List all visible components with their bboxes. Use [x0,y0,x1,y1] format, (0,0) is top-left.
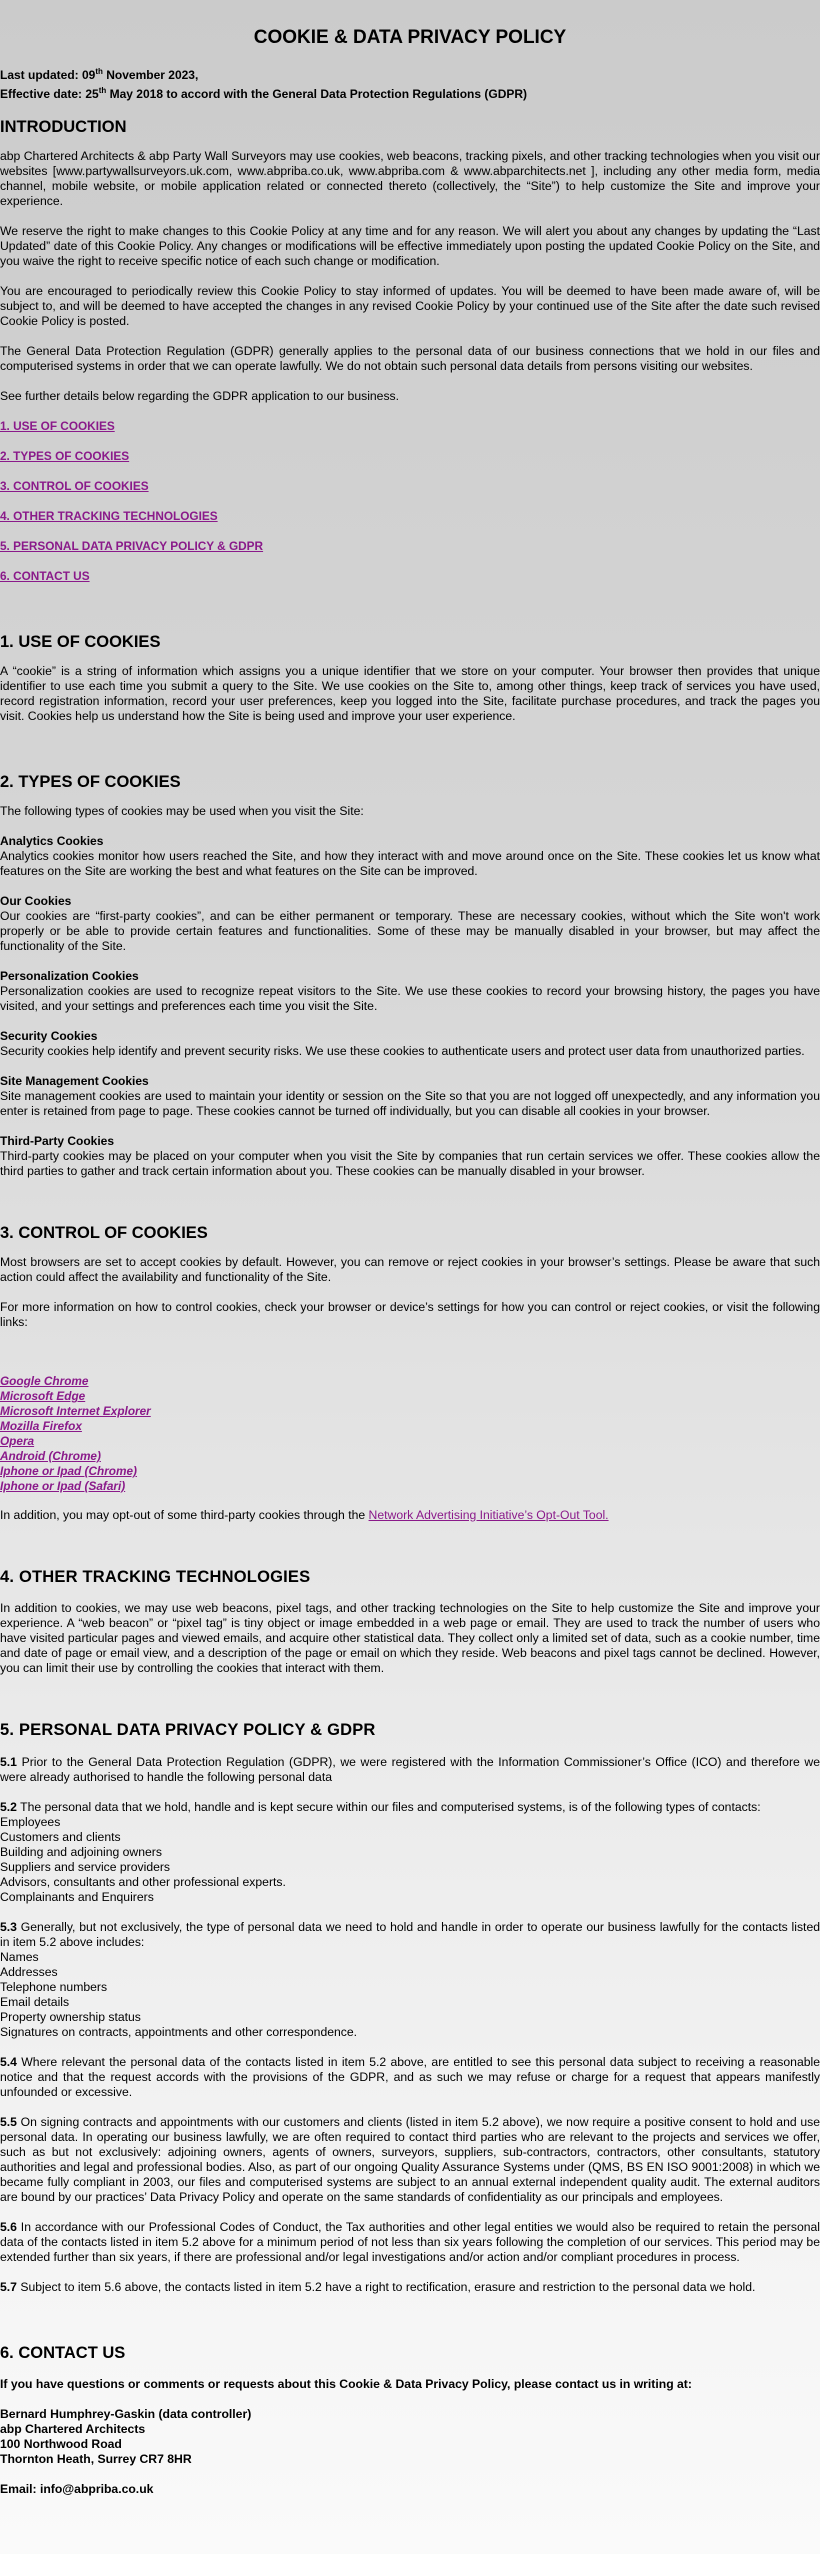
intro-heading: INTRODUCTION [0,118,127,136]
cookie-type-title: Third-Party Cookies [0,1134,115,1148]
cookie-type-title: Personalization Cookies [0,969,139,983]
link-microsoft-edge[interactable]: Microsoft Edge [0,1389,86,1403]
address-line: abp Chartered Architects [0,2422,146,2436]
types-of-cookies-intro: The following types of cookies may be used when you visit the Site: [0,804,364,818]
cookie-type-text: Site management cookies are used to maintain your identity or session on the Site so that you are not logged off unexpectedly, and any information you enter is retained from page to page. These cookies cannot be turned off individually, but you can disable all cookies in your browser. [0,1089,820,1118]
gdpr-item-5-1: 5.1 Prior to the General Data Protection Regulation (GDPR), we were registered with the Information Commissioner’s Office (ICO) and therefore we were already authorised to handle the following personal data [0,1755,820,1784]
last-updated: Last updated: 09th November 2023, [0,67,199,82]
opt-out-paragraph: In addition, you may opt-out of some third-party cookies through the Network Advertising Initiative’s Opt-Out Tool. [0,1508,609,1522]
toc-link-control-of-cookies[interactable]: 3. CONTROL OF COOKIES [0,479,149,493]
section-gdpr-heading: 5. PERSONAL DATA PRIVACY POLICY & GDPR [0,1721,376,1739]
link-android-chrome[interactable]: Android (Chrome) [0,1449,101,1463]
list-item: Property ownership status [0,2010,141,2024]
gdpr-item-5-4: 5.4 Where relevant the personal data of the contacts listed in item 5.2 above, are entitled to see this personal data subject to receiving a reasonable notice and that the request accords with the provisions of the GDPR, and as such we may refuse or charge for a request that appears manifestly unfounded or excessive. [0,2055,820,2099]
intro-paragraph-4: The General Data Protection Regulation (GDPR) generally applies to the personal data of our business connections that we hold in our files and computerised systems in order that we can operate lawfully. We do not obtain such personal data details from persons visiting our websites. [0,344,820,373]
list-item: Customers and clients [0,1830,121,1844]
cookie-type-title: Site Management Cookies [0,1074,149,1088]
link-iphone-safari[interactable]: Iphone or Ipad (Safari) [0,1479,126,1493]
toc-link-contact-us[interactable]: 6. CONTACT US [0,569,90,583]
list-item: Addresses [0,1965,58,1979]
cookie-type-title: Analytics Cookies [0,834,104,848]
link-internet-explorer[interactable]: Microsoft Internet Explorer [0,1404,151,1418]
section-contact-us-heading: 6. CONTACT US [0,2344,126,2362]
control-of-cookies-paragraph-2: For more information on how to control cookies, check your browser or device’s settings for how you can control or reject cookies, or visit the following links: [0,1300,820,1329]
gdpr-item-5-3: 5.3 Generally, but not exclusively, the type of personal data we need to hold and handle in order to operate our business lawfully for the contacts listed in item 5.2 above includes: [0,1920,820,1949]
table-of-contents [0,419,820,584]
list-item: Advisors, consultants and other professional experts. [0,1875,286,1889]
section-other-tracking-heading: 4. OTHER TRACKING TECHNOLOGIES [0,1568,311,1586]
address-line: 100 Northwood Road [0,2437,122,2451]
toc-link-use-of-cookies[interactable]: 1. USE OF COOKIES [0,419,115,433]
use-of-cookies-paragraph: A “cookie” is a string of information which assigns you a unique identifier that we store on your computer. Your browser then provides that unique identifier to use each time you submit a query to the Site. We use cookies on the Site to, among other things, keep track of services you have used, record registration information, record your user preferences, keep you logged into the Site, facilitate purchase procedures, and track the pages you visit. Cookies help us understand how the Site is being used and improve your user experience. [0,664,820,723]
section-control-of-cookies-heading: 3. CONTROL OF COOKIES [0,1224,208,1242]
list-item: Names [0,1950,39,1964]
address-line: Thornton Heath, Surrey CR7 8HR [0,2452,192,2466]
section-types-of-cookies-heading: 2. TYPES OF COOKIES [0,773,181,791]
gdpr-item-5-7: 5.7 Subject to item 5.6 above, the contacts listed in item 5.2 have a right to rectification, erasure and restriction to the personal data we hold. [0,2280,756,2294]
personal-data-types-list [0,1950,820,2040]
list-item: Employees [0,1815,61,1829]
intro-paragraph-3: You are encouraged to periodically review this Cookie Policy to stay informed of updates. You will be deemed to have been made aware of, will be subject to, and will be deemed to have accepted the changes in any revised Cookie Policy by your continued use of the Site after the date such revised Cookie Policy is posted. [0,284,820,328]
cookie-type-title: Our Cookies [0,894,72,908]
cookie-type-text: Our cookies are “first-party cookies”, and can be either permanent or temporary. These are necessary cookies, without which the Site won't work properly or be able to provide certain features and functionalities. Some of these may be manually disabled in your browser, but may affect the functionality of the Site. [0,909,820,953]
intro-paragraph-2: We reserve the right to make changes to this Cookie Policy at any time and for any reason. We will alert you about any changes by updating the “Last Updated” date of this Cookie Policy. Any changes or modifications will be effective immediately upon posting the updated Cookie Policy on the Site, and you waive the right to receive specific notice of each such change or modification. [0,224,820,268]
contact-address [0,2407,820,2467]
link-opera[interactable]: Opera [0,1434,35,1448]
cookie-type-title: Security Cookies [0,1029,98,1043]
contact-email[interactable]: Email: info@abpriba.co.uk [0,2482,154,2496]
toc-link-gdpr[interactable]: 5. PERSONAL DATA PRIVACY POLICY & GDPR [0,539,264,553]
cookie-type-text: Analytics cookies monitor how users reached the Site, and how they interact with and move around once on the Site. These cookies let us know what features on the Site are working the best and what features on the Site can be improved. [0,849,820,878]
intro-paragraph-1: abp Chartered Architects & abp Party Wall Surveyors may use cookies, web beacons, tracking pixels, and other tracking technologies when you visit our websites [www.partywallsurveyors.uk.com, www.abpriba.co.uk, www.abpriba.com & www.abparchitects.net ], including any other media form, media channel, mobile website, or mobile application related or connected thereto (collectively, the “Site”) to help customize the Site and improve your experience. [0,149,820,208]
list-item: Building and adjoining owners [0,1845,162,1859]
page-title: COOKIE & DATA PRIVACY POLICY [253,27,567,48]
contact-intro: If you have questions or comments or requests about this Cookie & Data Privacy Policy, please contact us in writing at: [0,2377,692,2391]
list-item: Telephone numbers [0,1980,108,1994]
cookie-type-text: Security cookies help identify and prevent security risks. We use these cookies to authenticate users and protect user data from unauthorized parties. [0,1044,805,1058]
browser-links-list [0,1374,820,1494]
effective-date: Effective date: 25th May 2018 to accord with the General Data Protection Regulations (GDPR) [0,86,528,101]
intro-paragraph-5: See further details below regarding the GDPR application to our business. [0,389,400,403]
opt-out-tool-link[interactable]: Network Advertising Initiative’s Opt-Out Tool. [368,1508,609,1522]
list-item: Email details [0,1995,70,2009]
list-item: Suppliers and service providers [0,1860,171,1874]
list-item: Signatures on contracts, appointments and other correspondence. [0,2025,358,2039]
contact-types-list [0,1815,820,1905]
cookie-type-text: Personalization cookies are used to recognize repeat visitors to the Site. We use these cookies to record your browsing history, the pages you have visited, and your settings and preferences each time you visit the Site. [0,984,820,1013]
link-mozilla-firefox[interactable]: Mozilla Firefox [0,1419,82,1433]
other-tracking-paragraph: In addition to cookies, we may use web beacons, pixel tags, and other tracking technologies on the Site to help customize the Site and improve your experience. A “web beacon” or “pixel tag” is tiny object or image embedded in a web page or email. They are used to track the number of users who have visited particular pages and viewed emails, and acquire other statistical data. They collect only a limited set of data, such as a cookie number, time and date of page or email view, and a description of the page or email on which they reside. Web beacons and pixel tags cannot be declined. However, you can limit their use by controlling the cookies that interact with them. [0,1601,820,1675]
cookie-type-text: Third-party cookies may be placed on your computer when you visit the Site by companies that run certain services we offer. These cookies allow the third parties to gather and track certain information about you. These cookies can be manually disabled in your browser. [0,1149,820,1178]
gdpr-item-5-6: 5.6 In accordance with our Professional Codes of Conduct, the Tax authorities and other legal entities we would also be required to retain the personal data of the contacts listed in item 5.2 above for a minimum period of not less than six years following the completion of our services. This period may be extended further than six years, if there are professional and/or legal investigations and/or action and/or compliant procedures in process. [0,2220,820,2264]
link-iphone-chrome[interactable]: Iphone or Ipad (Chrome) [0,1464,137,1478]
gdpr-item-5-2: 5.2 The personal data that we hold, handle and is kept secure within our files and computerised systems, is of the following types of contacts: [0,1800,761,1814]
toc-link-other-tracking[interactable]: 4. OTHER TRACKING TECHNOLOGIES [0,509,218,523]
gdpr-item-5-5: 5.5 On signing contracts and appointments with our customers and clients (listed in item 5.2 above), we now require a positive consent to hold and use personal data. In operating our business lawfully, we are often required to contact third parties who are relevant to the projects and services we offer, such as but not exclusively: adjoining owners, agents of owners, surveyors, suppliers, sub-contractors, contractors, other consultants, statutory authorities and legal and professional bodies. Also, as part of our ongoing Quality Assurance Systems under (QMS, BS EN ISO 9001:2008) in which we became fully compliant in 2003, our files and computerised systems are subject to an annual external independent quality audit. The external auditors are bound by our practices’ Data Privacy Policy and operate on the same standards of confidentiality as our principals and employees. [0,2115,820,2204]
list-item: Complainants and Enquirers [0,1890,154,1904]
address-line: Bernard Humphrey-Gaskin (data controller) [0,2407,252,2421]
toc-link-types-of-cookies[interactable]: 2. TYPES OF COOKIES [0,449,130,463]
link-google-chrome[interactable]: Google Chrome [0,1374,89,1388]
control-of-cookies-paragraph-1: Most browsers are set to accept cookies by default. However, you can remove or reject cookies in your browser’s settings. Please be aware that such action could affect the availability and functionality of the Site. [0,1255,820,1284]
section-use-of-cookies-heading: 1. USE OF COOKIES [0,633,161,651]
